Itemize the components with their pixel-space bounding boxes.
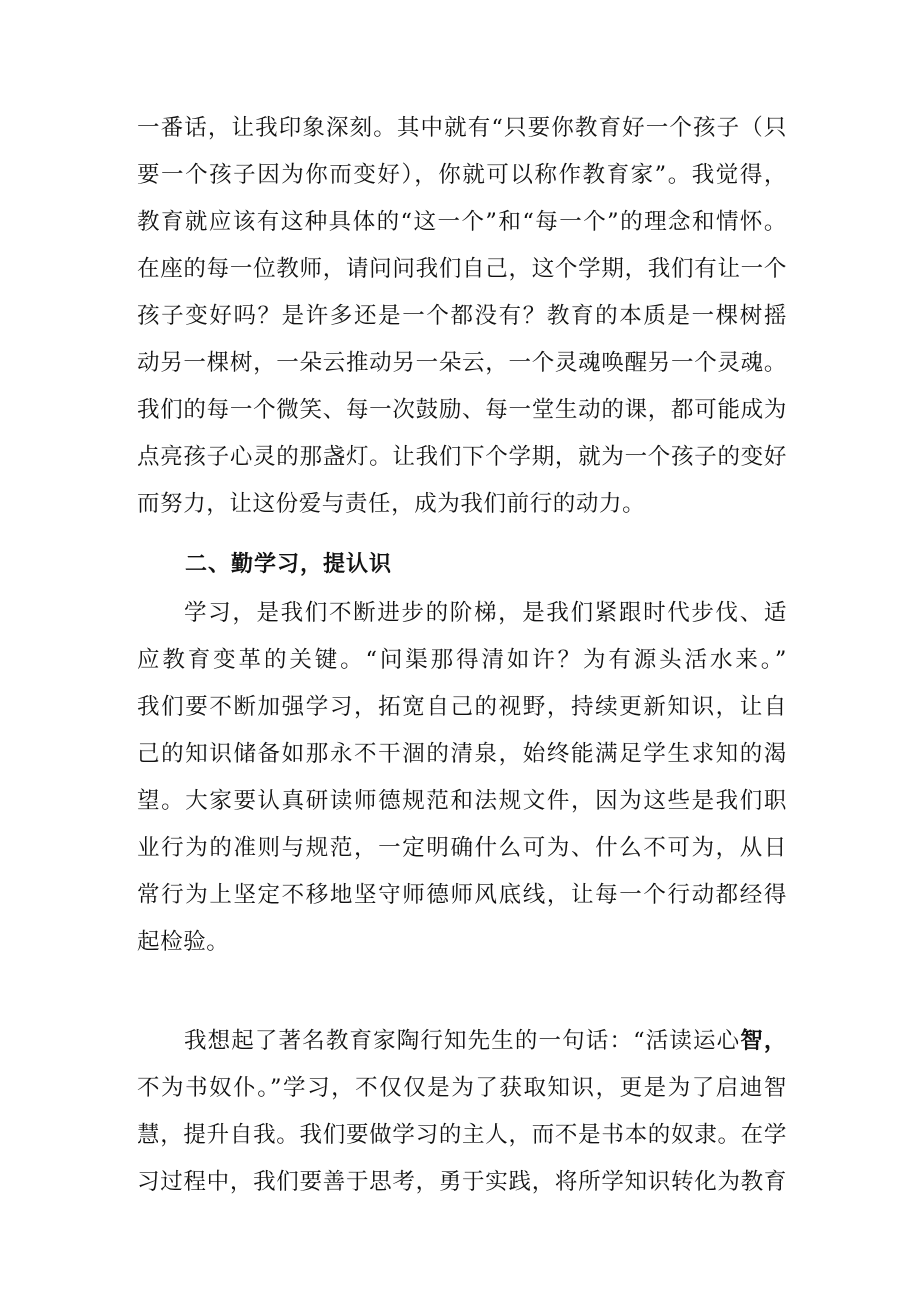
paragraph-1-line: 教育就应该有这种具体的“这一个”和“每一个”的理念和情怀。 (137, 209, 787, 235)
paragraph-2-line: 常行为上坚定不移地坚守师德师风底线，让每一个行动都经得 (137, 882, 787, 908)
paragraph-1-line: 我们的每一个微笑、每一次鼓励、每一堂生动的课，都可能成为 (137, 397, 787, 423)
paragraph-1-line: 一番话，让我印象深刻。其中就有“只要你教育好一个孩子（只 (137, 115, 787, 141)
paragraph-1-line: 而努力，让这份爱与责任，成为我们前行的动力。 (137, 491, 646, 517)
paragraph-2 (137, 590, 787, 966)
paragraph-2-line: 我们要不断加强学习，拓宽自己的视野，持续更新知识，让自 (137, 694, 787, 720)
paragraph-1-line: 点亮孩子心灵的那盏灯。让我们下个学期，就为一个孩子的变好 (137, 444, 787, 470)
paragraph-2-line: 应教育变革的关键。“问渠那得清如许？为有源头活水来。” (137, 647, 787, 673)
paragraph-1-line: 要一个孩子因为你而变好），你就可以称作教育家”。我觉得， (137, 162, 787, 188)
paragraph-2-line: 己的知识储备如那永不干涸的清泉，始终能满足学生求知的渴 (137, 741, 787, 767)
paragraph-3-bold-text: 智， (740, 1028, 788, 1054)
paragraph-2-line: 学习，是我们不断进步的阶梯，是我们紧跟时代步伐、适 (184, 600, 787, 626)
paragraph-3-text: 我想起了著名教育家陶行知先生的一句话：“活读运心 (184, 1028, 741, 1054)
paragraph-3-line: 慧，提升自我。我们要做学习的主人，而不是书本的奴隶。在学 (137, 1122, 787, 1148)
paragraph-1 (137, 105, 787, 528)
paragraph-1-line: 动另一棵树，一朵云推动另一朵云，一个灵魂唤醒另一个灵魂。 (137, 350, 787, 376)
paragraph-1-line: 孩子变好吗？是许多还是一个都没有？教育的本质是一棵树摇 (137, 303, 787, 329)
paragraph-3-line: 不为书奴仆。”学习，不仅仅是为了获取知识，更是为了启迪智 (137, 1075, 787, 1101)
section-heading: 二、勤学习，提认识 (185, 552, 393, 577)
paragraph-2-line: 望。大家要认真研读师德规范和法规文件，因为这些是我们职 (137, 788, 787, 814)
paragraph-3-first-line (137, 1018, 787, 1065)
paragraph-3-line: 习过程中，我们要善于思考，勇于实践，将所学知识转化为教育 (137, 1169, 787, 1195)
paragraph-2-line: 起检验。 (137, 929, 230, 955)
paragraph-3 (137, 1018, 787, 1206)
paragraph-1-line: 在座的每一位教师，请问问我们自己，这个学期，我们有让一个 (137, 256, 787, 282)
paragraph-2-line: 业行为的准则与规范，一定明确什么可为、什么不可为，从日 (137, 835, 787, 861)
